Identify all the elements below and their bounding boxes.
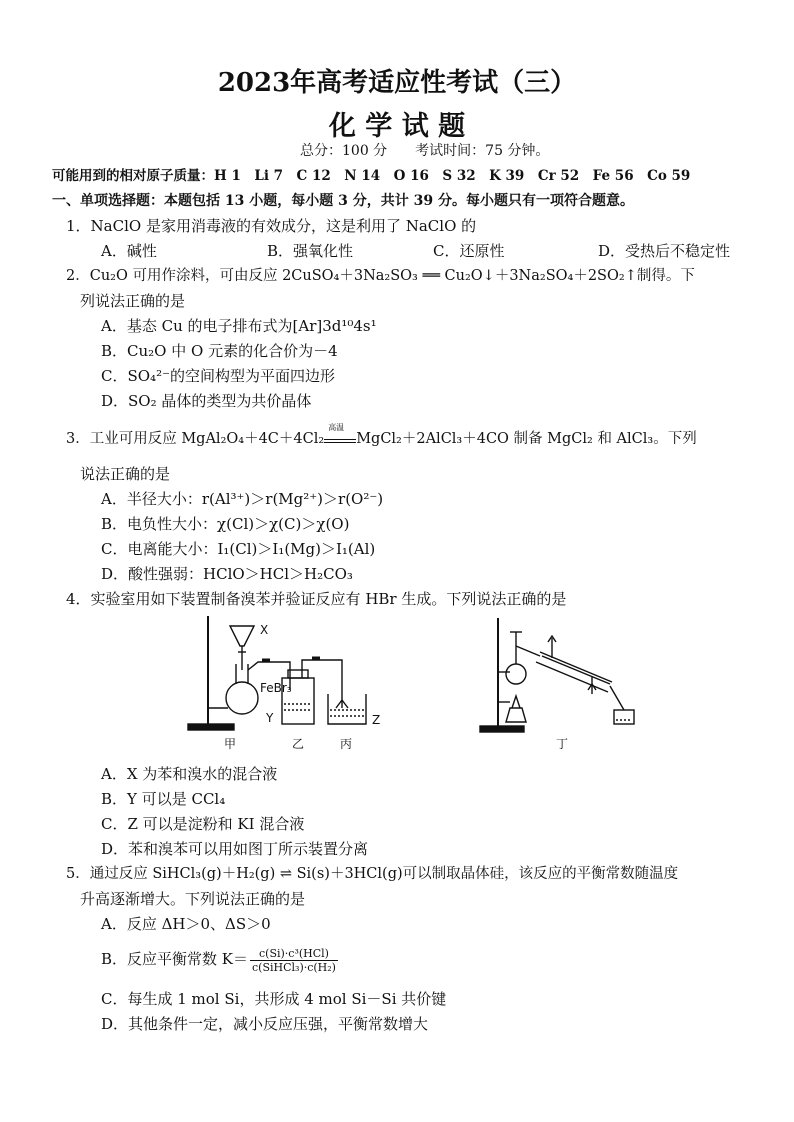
apparatus-jia-yi-bing <box>188 616 366 730</box>
q4-option-d[interactable]: D．苯和溴苯可以用如图丁所示装置分离 <box>101 840 369 858</box>
exam-meta: 总分：100 分 考试时间：75 分钟。 <box>300 143 550 159</box>
figure-label-x: X <box>260 623 269 637</box>
section-title: 一、单项选择题：本题包括 13 小题，每小题 3 分，共计 39 分。每小题只有一项符合题意。 <box>52 193 634 209</box>
figure-caption-yi: 乙 <box>292 737 305 751</box>
figure-caption-bing: 丙 <box>340 737 353 751</box>
q3-stem-part1: 3．工业可用反应 MgAl₂O₄＋4C＋4Cl₂ <box>66 431 325 447</box>
figure-label-y: Y <box>266 711 274 725</box>
q2-option-c[interactable]: C．SO₄²⁻的空间构型为平面四边形 <box>101 367 335 385</box>
figure-label-febr3: FeBr₃ <box>260 681 292 695</box>
q5-option-a[interactable]: A．反应 ΔH＞0、ΔS＞0 <box>101 915 271 933</box>
figure-caption-jia: 甲 <box>224 737 237 751</box>
q3-stem-part2: MgCl₂＋2AlCl₃＋4CO 制备 MgCl₂ 和 AlCl₃。下列 <box>356 431 697 447</box>
q4-option-a[interactable]: A．X 为苯和溴水的混合液 <box>101 765 278 783</box>
q4-option-c[interactable]: C．Z 可以是淀粉和 KI 混合液 <box>101 815 305 833</box>
q3-condition-text: 高温 <box>328 423 345 432</box>
q4-stem: 4．实验室用如下装置制备溴苯并验证反应有 HBr 生成。下列说法正确的是 <box>66 590 567 608</box>
fraction-denominator: c(SiHCl₃)·c(H₂) <box>252 960 336 974</box>
q3-option-a[interactable]: A．半径大小：r(Al³⁺)＞r(Mg²⁺)＞r(O²⁻) <box>101 490 384 508</box>
q1-option-c[interactable]: C．还原性 <box>433 242 505 260</box>
q5-option-c[interactable]: C．每生成 1 mol Si，共形成 4 mol Si－Si 共价键 <box>101 990 447 1008</box>
q3-stem-line1 <box>66 423 697 449</box>
q4-apparatus-figure <box>180 612 640 756</box>
q5-stem-line1: 5．通过反应 SiHCl₃(g)＋H₂(g) ⇌ Si(s)＋3HCl(g)可以制取晶体硅，该反应的平衡常数随温度 <box>66 866 679 882</box>
fraction-numerator: c(Si)·c³(HCl) <box>250 947 338 961</box>
q3-stem-line2: 说法正确的是 <box>80 465 171 483</box>
q1-option-b[interactable]: B．强氧化性 <box>267 242 354 260</box>
figure-caption-ding: 丁 <box>556 737 569 751</box>
q5-option-b[interactable] <box>101 944 338 974</box>
atomic-masses: 可能用到的相对原子质量：H 1 Li 7 C 12 N 14 O 16 S 32 K 39 Cr 52 Fe 56 Co 59 <box>52 168 691 184</box>
q3-condition-arrow <box>324 423 356 446</box>
q1-stem: 1．NaClO 是家用消毒液的有效成分，这是利用了 NaClO 的 <box>66 217 477 235</box>
q2-stem-line1: 2．Cu₂O 可用作涂料，可由反应 2CuSO₄＋3Na₂SO₃ ══ Cu₂O↓＋3Na₂SO₄＋2SO₂↑制得。下 <box>66 268 695 284</box>
q1-option-d[interactable]: D．受热后不稳定性 <box>598 242 731 260</box>
q5-stem-line2: 升高逐渐增大。下列说法正确的是 <box>80 890 306 908</box>
q4-option-b[interactable]: B．Y 可以是 CCl₄ <box>101 790 226 808</box>
figure-label-z: Z <box>372 713 381 727</box>
q2-option-b[interactable]: B．Cu₂O 中 O 元素的化合价为－4 <box>101 342 338 360</box>
equilibrium-constant-fraction <box>250 947 338 974</box>
q5-option-b-prefix: B．反应平衡常数 K＝ <box>101 950 248 968</box>
q2-option-d[interactable]: D．SO₂ 晶体的类型为共价晶体 <box>101 392 312 410</box>
q2-stem-line2: 列说法正确的是 <box>80 292 186 310</box>
subject-title: 化 学 试 题 <box>328 111 466 142</box>
exam-title: 2023年高考适应性考试（三） <box>217 68 577 98</box>
q1-option-a[interactable]: A．碱性 <box>101 242 157 260</box>
q3-option-d[interactable]: D．酸性强弱：HClO＞HCl＞H₂CO₃ <box>101 565 353 583</box>
q2-option-a[interactable]: A．基态 Cu 的电子排布式为[Ar]3d¹⁰4s¹ <box>101 317 377 335</box>
q3-option-b[interactable]: B．电负性大小：χ(Cl)＞χ(C)＞χ(O) <box>101 515 350 533</box>
q5-option-d[interactable]: D．其他条件一定，减小反应压强，平衡常数增大 <box>101 1015 429 1033</box>
q3-option-c[interactable]: C．电离能大小：I₁(Cl)＞I₁(Mg)＞I₁(Al) <box>101 540 376 558</box>
apparatus-ding <box>480 618 634 732</box>
